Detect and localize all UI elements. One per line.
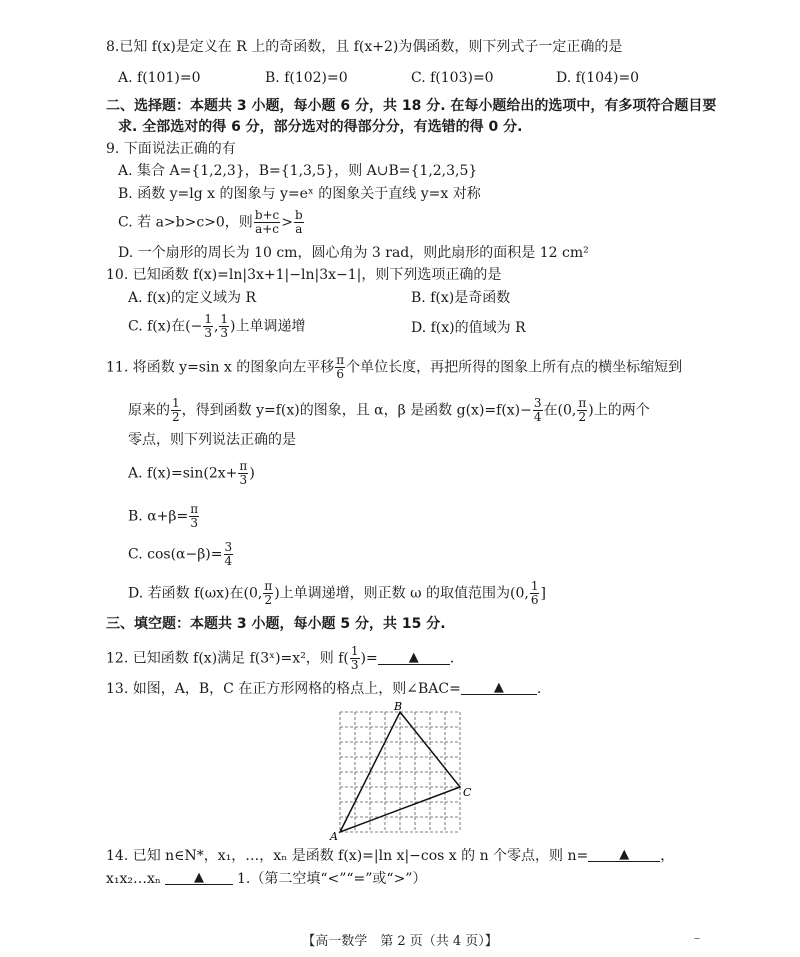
q9-option-c: C. 若 a>b>c>0，则 $\frac{b+c}{a+c}$ > $\frac{b}{a}$ [118,208,303,237]
q8-option-d: D. f(104)=0 [556,70,640,86]
section3-heading: 三、填空题：本题共 3 小题，每小题 5 分，共 15 分. [106,616,446,632]
q10-option-a: A. f(x)的定义域为 R [128,290,257,306]
label-c: C [463,786,472,799]
q11-option-c: C. cos(α−β)= $\frac{3}{4}$ [128,540,233,569]
q11-line2: 原来的 $\frac{1}{2}$ ，得到函数 y=f(x)的图象，且 α，β 是函数 g(x)=f(x)− $\frac{3}{4}$ 在(0, $\frac{\pi}{2}$ )上的两个 [128,396,650,425]
q10-option-c: C. f(x)在(− $\frac{1}{3}$ , $\frac{1}{3}$ )上单调递增 [128,312,306,341]
q9-option-a: A. 集合 A={1,2,3}，B={1,3,5}，则 A∪B={1,2,3,5} [118,163,478,179]
q13-grid-figure [326,700,476,840]
corner-mark: – [694,931,700,945]
section2-heading-line2: 求. 全部选对的得 6 分，部分选对的得部分分，有选错的得 0 分. [118,119,523,135]
q11-option-b: B. α+β= $\frac{\pi}{3}$ [128,502,199,531]
q13-stem: 13. 如图，A，B，C 在正方形网格的格点上，则∠BAC= ▲ . [106,680,542,697]
q11-line1: 11. 将函数 y=sin x 的图象向左平移 $\frac{\pi}{6}$ 个单位长度，再把所得的图象上所有点的横坐标缩短到 [106,353,683,382]
q11-option-a: A. f(x)=sin(2x+ $\frac{\pi}{3}$ ) [128,459,255,488]
page-footer: 【高一数学 第 2 页（共 4 页）】 [302,934,498,949]
q12-stem: 12. 已知函数 f(x)满足 f(3ˣ)=x²，则 f( $\frac{1}{3}$ )= ▲ . [106,644,455,673]
label-b: B [394,700,403,713]
grid-lines [340,712,460,832]
q10-option-d: D. f(x)的值域为 R [411,320,526,336]
q11-option-d: D. 若函数 f(ωx)在(0, $\frac{\pi}{2}$ )上单调递增，则正数 ω 的取值范围为(0, $\frac{1}{6}$ ] [128,579,546,608]
q14-line1: 14. 已知 n∈N*，x₁，…，xₙ 是函数 f(x)=|ln x|−cos x 的 n 个零点，则 n= ▲ ， [106,847,675,864]
q14-answer-blank-2[interactable]: ▲ [165,870,233,885]
q10-stem: 10. 已知函数 f(x)=ln|3x+1|−ln|3x−1|，则下列选项正确的是 [106,267,502,283]
q9-stem: 9. 下面说法正确的有 [106,141,236,157]
q8-stem: 8.已知 f(x)是定义在 R 上的奇函数，且 f(x+2)为偶函数，则下列式子一定正确的是 [106,39,623,55]
q8-option-a: A. f(101)=0 [118,70,201,86]
section2-heading-line1: 二、选择题：本题共 3 小题，每小题 6 分，共 18 分. 在每小题给出的选项中，有多项符合题目要 [106,98,717,114]
q9-option-b: B. 函数 y=lg x 的图象与 y=eˣ 的图象关于直线 y=x 对称 [118,186,481,202]
q8-option-c: C. f(103)=0 [411,70,494,86]
q14-answer-blank-1[interactable]: ▲ [588,847,660,862]
q8-option-b: B. f(102)=0 [265,70,348,86]
label-a: A [330,830,338,840]
q10-option-b: B. f(x)是奇函数 [411,290,511,306]
q14-line2: x₁x₂…xₙ ▲ 1.（第二空填“<”“=”或“>”） [106,870,427,887]
q9-option-d: D. 一个扇形的周长为 10 cm，圆心角为 3 rad，则此扇形的面积是 12 cm² [118,245,589,261]
q11-line3: 零点，则下列说法正确的是 [128,432,296,448]
q13-answer-blank[interactable]: ▲ [461,680,537,695]
q12-answer-blank[interactable]: ▲ [378,650,450,665]
